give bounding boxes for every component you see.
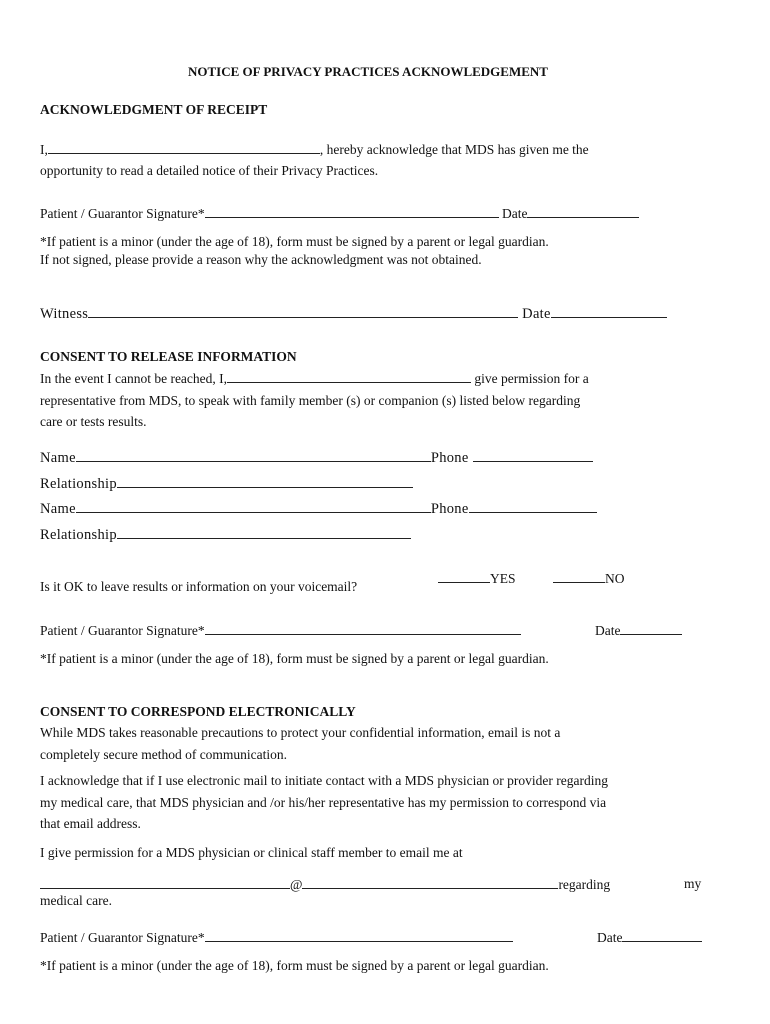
ack-text: , hereby acknowledge that MDS has given me the	[319, 142, 589, 157]
contact-2-name-row	[40, 500, 597, 517]
receipt-heading: ACKNOWLEDGMENT OF RECEIPT	[40, 102, 268, 117]
electronic-p2-line3: that email address.	[40, 816, 141, 831]
ack-line-1	[40, 141, 589, 158]
relationship-label: Relationship	[40, 476, 117, 492]
contact-1-name-row	[40, 449, 593, 466]
no-field[interactable]	[553, 570, 605, 583]
i-prefix: I,	[40, 142, 48, 157]
release-signature-field[interactable]	[205, 622, 521, 635]
release-prefix: In the event I cannot be reached, I,	[40, 371, 228, 386]
email-user-field[interactable]	[40, 876, 290, 889]
release-line-1	[40, 370, 589, 387]
contact-1-phone-field[interactable]	[473, 449, 593, 462]
contact-1-relationship-row	[40, 475, 413, 492]
electronic-heading: CONSENT TO CORRESPOND ELECTRONICALLY	[40, 704, 356, 719]
regarding-label: regarding	[558, 877, 611, 892]
ack-line-2: opportunity to read a detailed notice of their Privacy Practices.	[40, 163, 379, 178]
relationship-label: Relationship	[40, 527, 117, 543]
page-title: NOTICE OF PRIVACY PRACTICES ACKNOWLEDGEMENT	[188, 64, 548, 79]
signature-field[interactable]	[205, 205, 499, 218]
electronic-minor-note: *If patient is a minor (under the age of 18), form must be signed by a parent or legal guardian.	[40, 958, 549, 973]
witness-label: Witness	[40, 306, 89, 322]
release-date	[595, 622, 682, 639]
email-permission: I give permission for a MDS physician or clinical staff member to email me at	[40, 845, 463, 860]
name-field[interactable]	[48, 141, 320, 154]
date-field[interactable]	[527, 205, 639, 218]
at-sign: @	[290, 877, 303, 892]
receipt-signature-row	[40, 205, 639, 222]
minor-note: *If patient is a minor (under the age of 18), form must be signed by a parent or legal guardian.	[40, 234, 549, 249]
witness-row	[40, 305, 667, 322]
signature-label: Patient / Guarantor Signature*	[40, 623, 205, 638]
witness-date-field[interactable]	[551, 305, 667, 318]
release-line-3: care or tests results.	[40, 414, 147, 429]
release-name-field[interactable]	[227, 370, 471, 383]
witness-date-label: Date	[522, 306, 551, 322]
contact-1-relationship-field[interactable]	[117, 475, 413, 488]
phone-label: Phone	[430, 450, 469, 466]
electronic-date-field[interactable]	[622, 929, 702, 942]
electronic-date	[597, 929, 702, 946]
release-date-field[interactable]	[620, 622, 682, 635]
contact-2-relationship-row	[40, 526, 411, 543]
release-heading: CONSENT TO RELEASE INFORMATION	[40, 349, 297, 364]
not-signed-note: If not signed, please provide a reason why the acknowledgment was not obtained.	[40, 252, 482, 267]
electronic-signature-row	[40, 929, 513, 946]
electronic-p1-line2: completely secure method of communication.	[40, 747, 288, 762]
contact-2-name-field[interactable]	[76, 500, 431, 513]
contact-1-name-field[interactable]	[76, 449, 431, 462]
name-label: Name	[40, 450, 76, 466]
electronic-p1-line1: While MDS takes reasonable precautions to protect your confidential information, email is not a	[40, 725, 561, 740]
witness-field[interactable]	[88, 305, 518, 318]
contact-2-phone-field[interactable]	[469, 500, 597, 513]
electronic-signature-field[interactable]	[205, 929, 513, 942]
my-label: my	[684, 876, 702, 891]
signature-label: Patient / Guarantor Signature*	[40, 930, 205, 945]
date-label: Date	[595, 623, 621, 638]
release-line-2: representative from MDS, to speak with family member (s) or companion (s) listed below regarding	[40, 393, 581, 408]
date-label: Date	[597, 930, 623, 945]
electronic-p2-line2: my medical care, that MDS physician and /or his/her representative has my permission to correspond via	[40, 795, 607, 810]
phone-label: Phone	[430, 501, 469, 517]
voicemail-yes	[438, 570, 516, 587]
date-label: Date	[501, 206, 528, 221]
no-label: NO	[605, 571, 625, 586]
medical-care-label: medical care.	[40, 893, 112, 908]
voicemail-no	[553, 570, 625, 587]
email-row	[40, 876, 610, 893]
voicemail-question: Is it OK to leave results or information on your voicemail?	[40, 579, 358, 594]
contact-2-relationship-field[interactable]	[117, 526, 411, 539]
release-minor-note: *If patient is a minor (under the age of 18), form must be signed by a parent or legal guardian.	[40, 651, 549, 666]
yes-label: YES	[490, 571, 516, 586]
yes-field[interactable]	[438, 570, 490, 583]
release-suffix: give permission for a	[474, 371, 589, 386]
electronic-p2-line1: I acknowledge that if I use electronic mail to initiate contact with a MDS physician or provider regarding	[40, 773, 608, 788]
signature-label: Patient / Guarantor Signature*	[40, 206, 205, 221]
email-domain-field[interactable]	[302, 876, 558, 889]
name-label: Name	[40, 501, 76, 517]
release-signature-row	[40, 622, 521, 639]
